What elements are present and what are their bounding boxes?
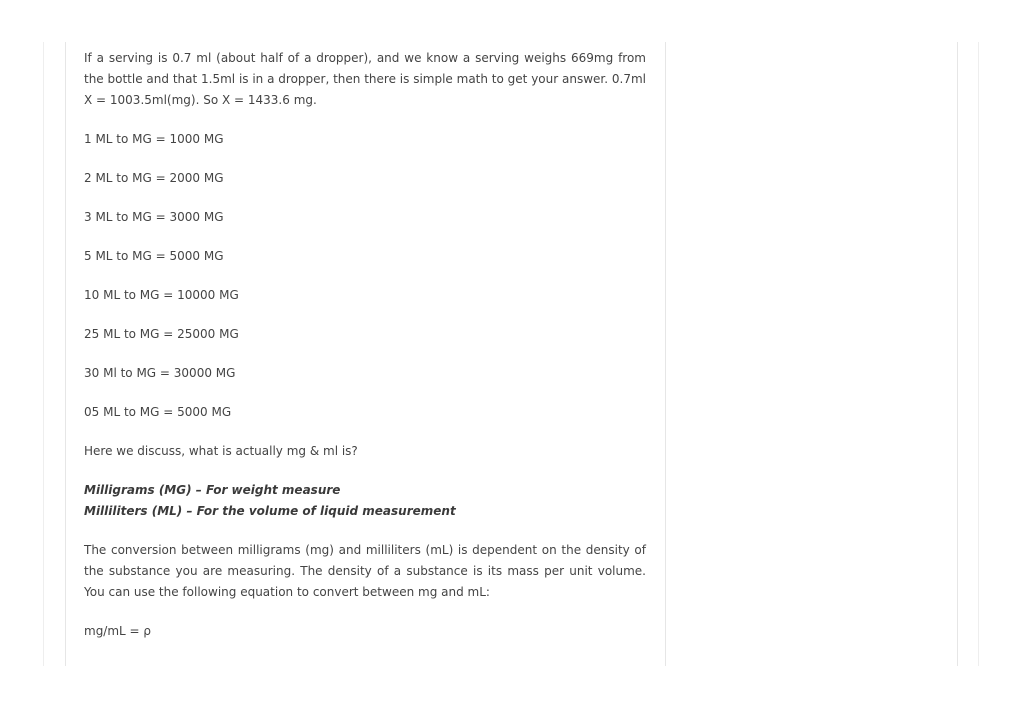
conversion-line-8: 05 ML to MG = 5000 MG	[84, 405, 232, 419]
conversion-line-5: 10 ML to MG = 10000 MG	[84, 288, 239, 302]
sidebar-column	[666, 42, 958, 666]
conversion-line-1: 1 ML to MG = 1000 MG	[84, 132, 224, 146]
question-paragraph: Here we discuss, what is actually mg & ml is?	[84, 444, 358, 458]
explanation-paragraph: The conversion between milligrams (mg) and milliliters (mL) is dependent on the density of the substance you are measuring. The density of a substance is its mass per unit volume. You can use the following equation to convert between mg and mL:	[84, 543, 646, 599]
definition-ml: Milliliters (ML) – For the volume of liquid measurement	[84, 504, 456, 518]
conversion-line-7: 30 Ml to MG = 30000 MG	[84, 366, 236, 380]
intro-paragraph: If a serving is 0.7 ml (about half of a dropper), and we know a serving weighs 669mg from the bottle and that 1.5ml is in a dropper, then there is simple math to get your answer. 0.7ml X = 1003.5ml(mg). So X = 1433.6 mg.	[84, 51, 646, 107]
definitions-block	[84, 480, 646, 522]
conversion-line-4: 5 ML to MG = 5000 MG	[84, 249, 224, 263]
conversion-line-3: 3 ML to MG = 3000 MG	[84, 210, 224, 224]
article-body	[84, 48, 646, 660]
definition-mg: Milligrams (MG) – For weight measure	[84, 483, 341, 497]
formula-line: mg/mL = ρ	[84, 624, 152, 638]
conversion-line-6: 25 ML to MG = 25000 MG	[84, 327, 239, 341]
conversion-line-2: 2 ML to MG = 2000 MG	[84, 171, 224, 185]
